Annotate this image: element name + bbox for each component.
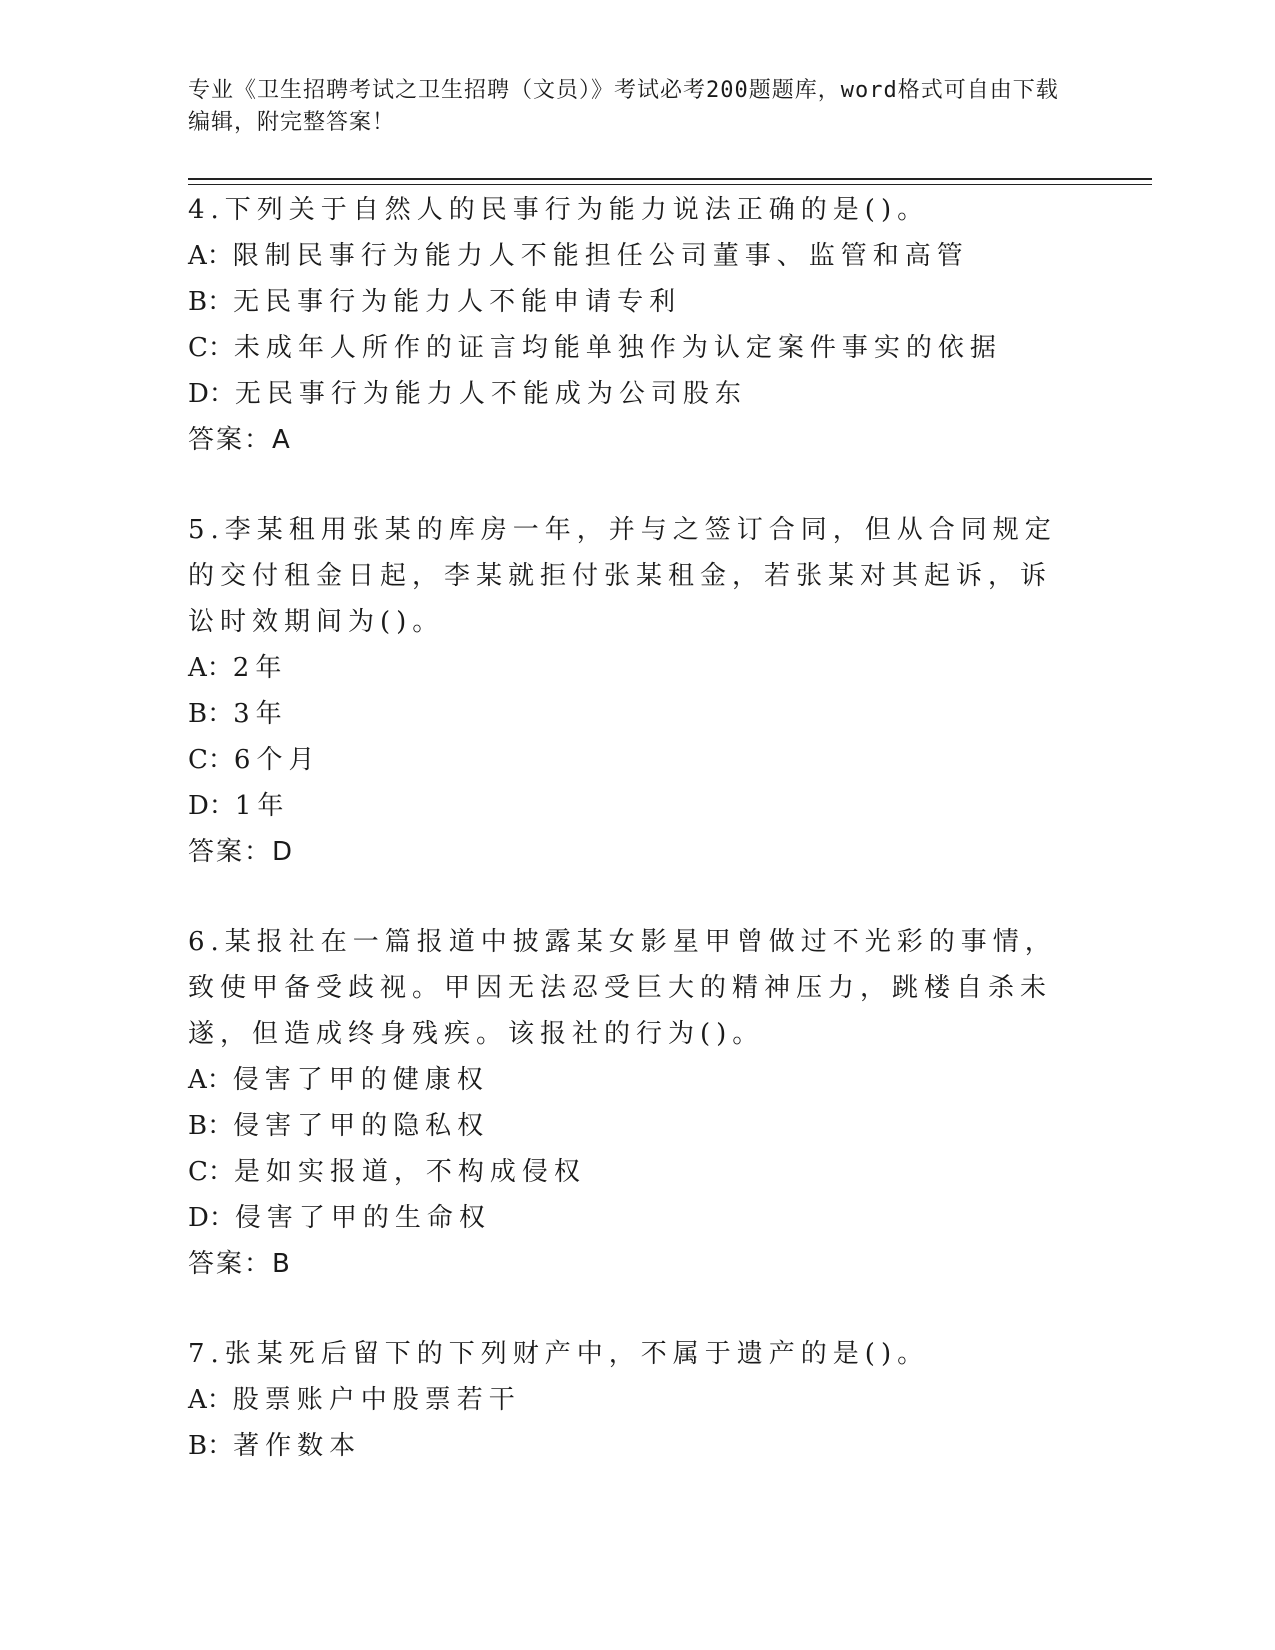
option-d xyxy=(188,371,1068,417)
option-label: D： xyxy=(188,1203,235,1233)
option-label: A： xyxy=(188,1385,233,1415)
option-label: D： xyxy=(188,379,235,409)
option-text: 侵害了甲的生命权 xyxy=(234,1203,491,1233)
option-d xyxy=(188,783,1068,829)
question-block xyxy=(188,187,1068,463)
option-text: 侵害了甲的健康权 xyxy=(232,1065,489,1095)
option-d xyxy=(188,1195,1068,1241)
option-a xyxy=(188,1377,1068,1423)
option-b xyxy=(188,1423,1068,1469)
option-a xyxy=(188,233,1068,279)
question-stem: 5.李某租用张某的库房一年，并与之签订合同，但从合同规定的交付租金日起，李某就拒付张某租金，若张某对其起诉，诉讼时效期间为()。 xyxy=(188,515,1057,637)
option-a xyxy=(188,1057,1068,1103)
option-label: A： xyxy=(188,1065,233,1095)
option-text: 未成年人所作的证言均能单独作为认定案件事实的依据 xyxy=(233,333,1002,363)
question-stem: 7.张某死后留下的下列财产中，不属于遗产的是()。 xyxy=(188,1339,930,1369)
question-stem: 6.某报社在一篇报道中披露某女影星甲曾做过不光彩的事情，致使甲备受歧视。甲因无法忍受巨大的精神压力，跳楼自杀未遂，但造成终身残疾。该报社的行为()。 xyxy=(188,927,1057,1049)
option-text: 著作数本 xyxy=(233,1431,362,1461)
question-block xyxy=(188,919,1068,1287)
option-label: A： xyxy=(188,241,233,271)
option-label: C： xyxy=(188,1157,234,1187)
option-b xyxy=(188,1103,1068,1149)
option-label: A： xyxy=(188,653,233,683)
option-b xyxy=(188,691,1068,737)
option-label: B： xyxy=(188,287,234,317)
answer-line: 答案：B xyxy=(188,1249,292,1279)
option-c xyxy=(188,737,1068,783)
option-text: 股票账户中股票若干 xyxy=(232,1385,521,1415)
document-header: 专业《卫生招聘考试之卫生招聘（文员）》考试必考200题题库，word格式可自由下载编辑，附完整答案！ xyxy=(188,78,1059,135)
option-label: C： xyxy=(188,745,234,775)
option-text: 1年 xyxy=(234,791,290,821)
header-divider-thick xyxy=(188,178,1152,180)
question-block xyxy=(188,507,1068,875)
option-label: C： xyxy=(188,333,234,363)
option-a xyxy=(188,645,1068,691)
question-stem: 4.下列关于自然人的民事行为能力说法正确的是()。 xyxy=(188,195,930,225)
option-c xyxy=(188,1149,1068,1195)
option-text: 无民事行为能力人不能申请专利 xyxy=(233,287,682,317)
option-text: 6个月 xyxy=(233,745,321,775)
option-text: 无民事行为能力人不能成为公司股东 xyxy=(234,379,747,409)
option-text: 3年 xyxy=(233,699,288,729)
answer-line: 答案：A xyxy=(188,425,292,455)
option-text: 限制民事行为能力人不能担任公司董事、监管和高管 xyxy=(232,241,969,271)
question-list xyxy=(188,187,1068,1469)
question-block xyxy=(188,1331,1068,1469)
option-text: 侵害了甲的隐私权 xyxy=(233,1111,490,1141)
option-c xyxy=(188,325,1068,371)
option-label: B： xyxy=(188,699,234,729)
option-label: B： xyxy=(188,1431,234,1461)
header-divider-thin xyxy=(188,184,1152,185)
option-label: B： xyxy=(188,1111,234,1141)
option-label: D： xyxy=(188,791,235,821)
option-text: 是如实报道，不构成侵权 xyxy=(233,1157,586,1187)
option-b xyxy=(188,279,1068,325)
answer-line: 答案：D xyxy=(188,837,295,867)
option-text: 2年 xyxy=(232,653,288,683)
